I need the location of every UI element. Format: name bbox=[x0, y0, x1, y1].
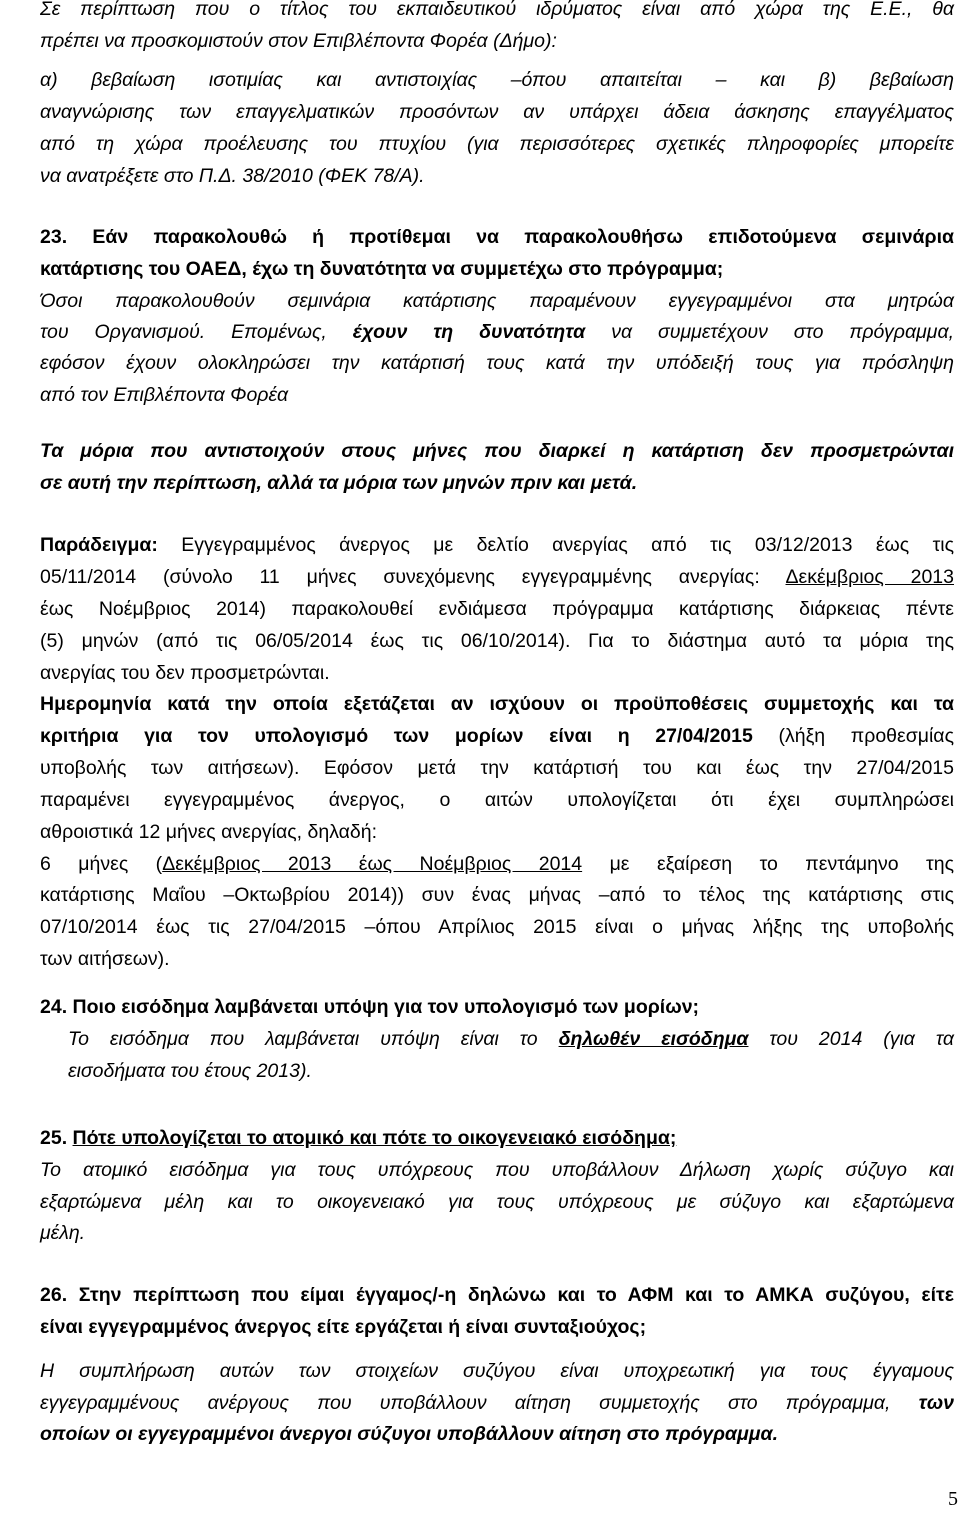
q23-date-line-5: αθροιστικά 12 μήνες ανεργίας, δηλαδή: bbox=[40, 821, 378, 843]
q23-answer-2a: του Οργανισμού. Επομένως, bbox=[40, 321, 353, 343]
q23-answer-2b: έχουν τη δυνατότητα bbox=[352, 321, 586, 343]
q23-example-line-2 bbox=[40, 562, 954, 592]
q23-date-line-7: κατάρτισης Μαΐου –Οκτωβρίου 2014)) συν ένας μήνας –από το τέλος της κατάρτισης στις bbox=[40, 884, 954, 906]
q26-question-line-1 bbox=[40, 1280, 954, 1310]
page-number: 5 bbox=[948, 1488, 958, 1510]
q25-answer-line-2: εξαρτώμενα μέλη και το οικογενειακό για τους υπόχρεους με σύζυγο και εξαρτώμενα bbox=[40, 1191, 954, 1213]
q23-example-label: Παράδειγμα: bbox=[40, 534, 158, 556]
q24-question-text: Ποιο εισόδημα λαμβάνεται υπόψη για τον υπολογισμό των μορίων; bbox=[72, 996, 700, 1018]
q24-question bbox=[40, 992, 954, 1022]
q23-answer-line-3: εφόσον έχουν ολοκληρώσει την κατάρτισή τους κατά την υπόδειξή τους για πρόσληψη bbox=[40, 352, 954, 374]
prev-line-4: αναγνώρισης των επαγγελματικών προσόντων αν υπάρχει άδεια άσκησης επαγγέλματος bbox=[40, 101, 954, 123]
prev-line-5: από τη χώρα προέλευσης του πτυχίου (για περισσότερες σχετικές πληροφορίες μπορείτε bbox=[40, 133, 954, 155]
q23-answer-line-4: από τον Επιβλέποντα Φορέα bbox=[40, 384, 289, 406]
q26-answer-2b: των bbox=[918, 1392, 954, 1414]
q23-example-text-2b: Δεκέμβριος 2013 bbox=[785, 566, 954, 588]
q25-answer-line-1: Το ατομικό εισόδημα για τους υπόχρεους που υποβάλλουν Δήλωση χωρίς σύζυγο και bbox=[40, 1159, 954, 1181]
q23-date-text-2a: κριτήρια για τον υπολογισμό των μορίων είναι η 27/04/2015 bbox=[40, 725, 753, 747]
q23-note-line-1: Τα μόρια που αντιστοιχούν στους μήνες που διαρκεί η κατάρτιση δεν προσμετρώνται bbox=[40, 440, 954, 462]
prev-line-3: α) βεβαίωση ισοτιμίας και αντιστοιχίας –όπου απαιτείται – και β) βεβαίωση bbox=[40, 69, 954, 91]
q23-example-line-4: (5) μηνών (από τις 06/05/2014 έως τις 06/10/2014). Για το διάστημα αυτό τα μόρια της bbox=[40, 630, 954, 652]
q23-date-line-2 bbox=[40, 721, 954, 751]
q24-answer-1a: Το εισόδημα που λαμβάνεται υπόψη είναι το bbox=[68, 1028, 559, 1050]
prev-line-2: πρέπει να προσκομιστούν στον Επιβλέποντα Φορέα (Δήμο): bbox=[40, 30, 557, 52]
q26-answer-line-1: Η συμπλήρωση αυτών των στοιχείων συζύγου είναι υποχρεωτική για τους έγγαμους bbox=[40, 1360, 954, 1382]
q23-date-line-9: των αιτήσεων). bbox=[40, 948, 170, 970]
prev-line-6: να ανατρέξετε στο Π.Δ. 38/2010 (ΦΕΚ 78/Α). bbox=[40, 165, 425, 187]
q23-question-text: Εάν παρακολουθώ ή προτίθεμαι να παρακολουθήσω επιδοτούμενα σεμινάρια bbox=[92, 226, 954, 248]
q23-answer-line-2 bbox=[40, 317, 954, 347]
q24-number: 24. bbox=[40, 996, 68, 1018]
q25-answer-line-3: μέλη. bbox=[40, 1222, 86, 1244]
q23-example-text-2: 05/11/2014 (σύνολο 11 μήνες συνεχόμενης εγγεγραμμένης ανεργίας: bbox=[40, 566, 786, 588]
q24-answer-line-1 bbox=[68, 1024, 954, 1054]
q23-date-line-1: Ημερομηνία κατά την οποία εξετάζεται αν ισχύουν οι προϋποθέσεις συμμετοχής και τα bbox=[40, 693, 954, 715]
q25-question-text: Πότε υπολογίζεται το ατομικό και πότε το οικογενειακό εισόδημα; bbox=[72, 1127, 677, 1149]
q24-answer-1b: δηλωθέν εισόδημα bbox=[558, 1028, 749, 1050]
q23-date-text-6c: με εξαίρεση το πεντάμηνο της bbox=[582, 853, 954, 875]
q23-date-line-6 bbox=[40, 849, 954, 879]
q26-answer-line-2 bbox=[40, 1388, 954, 1418]
q26-answer-line-3: οποίων οι εγγεγραμμένοι άνεργοι σύζυγοι υποβάλλουν αίτηση στο πρόγραμμα. bbox=[40, 1423, 779, 1445]
q23-answer-line-1: Όσοι παρακολουθούν σεμινάρια κατάρτισης παραμένουν εγγεγραμμένοι στα μητρώα bbox=[40, 290, 954, 312]
q23-date-line-8: 07/10/2014 έως τις 27/04/2015 –όπου Απρίλιος 2015 είναι ο μήνας λήξης της υποβολής bbox=[40, 916, 954, 938]
q23-number: 23. bbox=[40, 226, 68, 248]
q23-answer-2c: να συμμετέχουν στο πρόγραμμα, bbox=[585, 321, 954, 343]
q23-question-line-2: κατάρτισης του ΟΑΕΔ, έχω τη δυνατότητα να συμμετέχω στο πρόγραμμα; bbox=[40, 258, 724, 280]
q23-date-text-6b: Δεκέμβριος 2013 έως Νοέμβριος 2014 bbox=[162, 853, 583, 875]
q24-answer-line-2: εισοδήματα του έτους 2013). bbox=[68, 1060, 312, 1082]
q23-note-line-2: σε αυτή την περίπτωση, αλλά τα μόρια των μηνών πριν και μετά. bbox=[40, 472, 638, 494]
q26-number: 26. bbox=[40, 1284, 68, 1306]
q26-answer-2a: εγγεγραμμένους ανέργους που υποβάλλουν αίτηση συμμετοχής στο πρόγραμμα, bbox=[40, 1392, 919, 1414]
q25-number: 25. bbox=[40, 1127, 68, 1149]
q23-example-line-5: ανεργίας του δεν προσμετρώνται. bbox=[40, 662, 330, 684]
q23-date-text-6a: 6 μήνες ( bbox=[40, 853, 163, 875]
q23-example-text-1: Εγγεγραμμένος άνεργος με δελτίο ανεργίας από τις 03/12/2013 έως τις bbox=[157, 534, 954, 556]
q26-question-line-2: είναι εγγεγραμμένος άνεργος είτε εργάζεται ή είναι συνταξιούχος; bbox=[40, 1316, 647, 1338]
q23-date-line-4: παραμένει εγγεγραμμένος άνεργος, ο αιτών υπολογίζεται ότι έχει συμπληρώσει bbox=[40, 789, 954, 811]
prev-intro-line: Σε περίπτωση που ο τίτλος του εκπαιδευτικού ιδρύματος είναι από χώρα της Ε.Ε., θα bbox=[40, 0, 954, 20]
q26-question-text: Στην περίπτωση που είμαι έγγαμος/-η δηλώνω και το ΑΦΜ και το ΑΜΚΑ συζύγου, είτε bbox=[78, 1284, 954, 1306]
q23-date-line-3: υποβολής των αιτήσεων). Εφόσον μετά την κατάρτισή του και έως την 27/04/2015 bbox=[40, 757, 954, 779]
q23-example-line-1 bbox=[40, 530, 954, 560]
q25-question bbox=[40, 1123, 954, 1153]
q23-question-line-1 bbox=[40, 222, 954, 252]
q24-answer-1c: του 2014 (για τα bbox=[748, 1028, 954, 1050]
q23-example-line-3: έως Νοέμβριος 2014) παρακολουθεί ενδιάμεσα πρόγραμμα κατάρτισης διάρκειας πέντε bbox=[40, 598, 954, 620]
q23-date-text-2b: (λήξη προθεσμίας bbox=[752, 725, 954, 747]
